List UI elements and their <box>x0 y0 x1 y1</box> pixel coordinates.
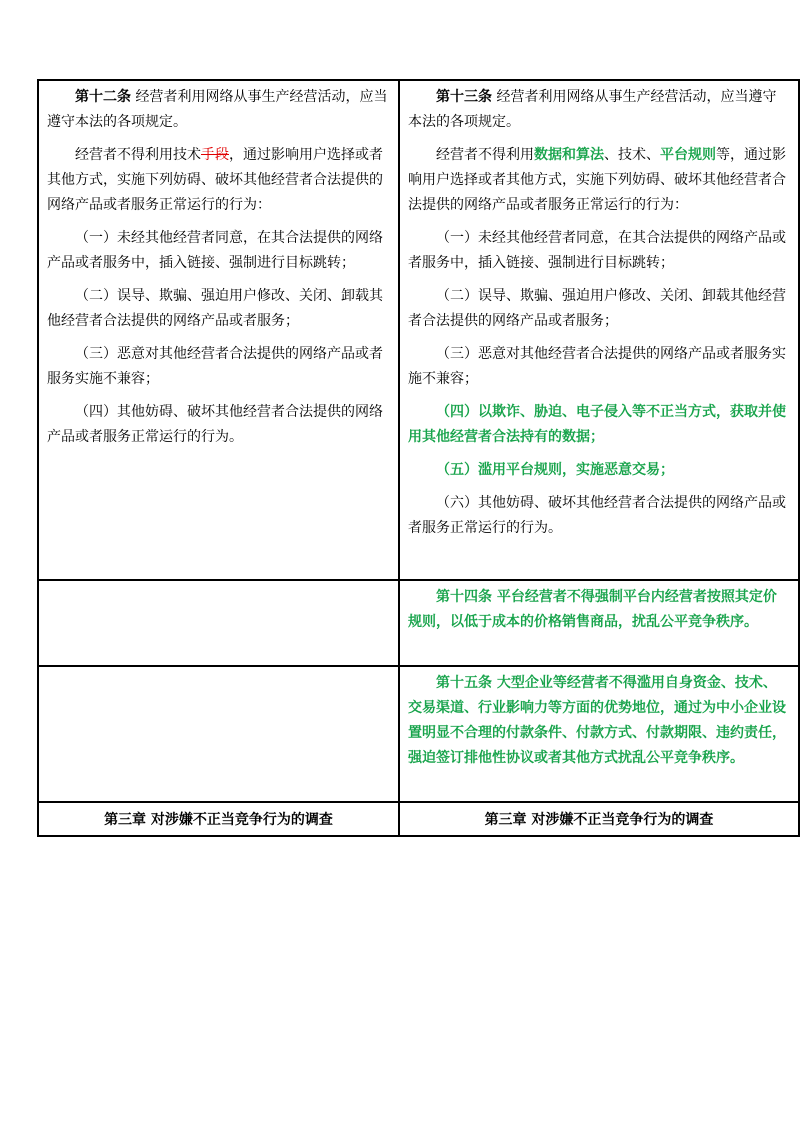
art13-item-6: （六）其他妨碍、破坏其他经营者合法提供的网络产品或者服务正常运行的行为。 <box>408 495 786 536</box>
right-chapter-heading: 第三章 对涉嫌不正当竞争行为的调查 <box>484 812 714 828</box>
table-row <box>38 580 799 666</box>
art12-intro <box>47 85 390 135</box>
art13-p2-c: 、技术、 <box>604 147 660 163</box>
art12-title: 第十二条 <box>75 89 131 105</box>
art13-p2-a: 经营者不得利用 <box>436 147 534 163</box>
art13-item-4-added: （四）以欺诈、胁迫、电子侵入等不正当方式，获取并使用其他经营者合法持有的数据； <box>408 404 786 445</box>
comparison-table <box>37 79 800 837</box>
art15-added: 第十五条 大型企业等经营者不得滥用自身资金、技术、交易渠道、行业影响力等方面的优势地位，通过为中小企业设置明显不合理的付款条件、付款方式、付款期限、违约责任，强迫签订排他性协议或者其他方式扰乱公平竞争秩序。 <box>408 675 786 766</box>
right-cell-article-14 <box>399 580 799 666</box>
art12-item-1: （一）未经其他经营者同意，在其合法提供的网络产品或者服务中，插入链接、强制进行目标跳转； <box>47 230 383 271</box>
art13-paragraph-2 <box>408 143 790 218</box>
left-chapter-heading: 第三章 对涉嫌不正当竞争行为的调查 <box>104 812 333 828</box>
art13-item-1: （一）未经其他经营者同意，在其合法提供的网络产品或者服务中，插入链接、强制进行目标跳转； <box>408 230 786 271</box>
art12-p2-after: ，通过影响用户选择或者其他方式，实施下列妨碍、破坏其他经营者合法提供的网络产品或者服务正常运行的行为： <box>47 147 383 213</box>
art13-p2-e: 等，通过影响用户选择或者其他方式，实施下列妨碍、破坏其他经营者合法提供的网络产品或者服务正常运行的行为： <box>408 147 786 213</box>
art12-deleted-text: 手段 <box>201 147 229 163</box>
right-cell-article-15 <box>399 666 799 802</box>
left-cell-empty <box>38 580 399 666</box>
table-row <box>38 802 799 836</box>
art12-p2-before: 经营者不得利用技术 <box>75 147 201 163</box>
right-cell-article-13 <box>399 80 799 580</box>
table-row <box>38 80 799 580</box>
art12-item-4: （四）其他妨碍、破坏其他经营者合法提供的网络产品或者服务正常运行的行为。 <box>47 404 383 445</box>
left-cell-chapter-3 <box>38 802 399 836</box>
art13-added-platform-rules: 平台规则 <box>660 147 716 163</box>
art12-paragraph-2 <box>47 143 390 218</box>
right-cell-chapter-3 <box>399 802 799 836</box>
art12-item-2: （二）误导、欺骗、强迫用户修改、关闭、卸载其他经营者合法提供的网络产品或者服务； <box>47 288 383 329</box>
art13-item-3: （三）恶意对其他经营者合法提供的网络产品或者服务实施不兼容； <box>408 346 786 387</box>
art13-item-5-added: （五）滥用平台规则，实施恶意交易； <box>436 462 674 478</box>
art14-added: 第十四条 平台经营者不得强制平台内经营者按照其定价规则，以低于成本的价格销售商品，扰乱公平竞争秩序。 <box>408 589 777 630</box>
art13-intro-text: 经营者利用网络从事生产经营活动，应当遵守本法的各项规定。 <box>408 89 777 130</box>
art13-title: 第十三条 <box>436 89 492 105</box>
left-cell-article-12 <box>38 80 399 580</box>
table-row <box>38 666 799 802</box>
art12-intro-text: 经营者利用网络从事生产经营活动，应当遵守本法的各项规定。 <box>47 89 388 130</box>
art13-intro <box>408 85 790 135</box>
art12-item-3: （三）恶意对其他经营者合法提供的网络产品或者服务实施不兼容； <box>47 346 383 387</box>
art13-added-data-algorithm: 数据和算法 <box>534 147 604 163</box>
art13-item-2: （二）误导、欺骗、强迫用户修改、关闭、卸载其他经营者合法提供的网络产品或者服务； <box>408 288 786 329</box>
left-cell-empty <box>38 666 399 802</box>
